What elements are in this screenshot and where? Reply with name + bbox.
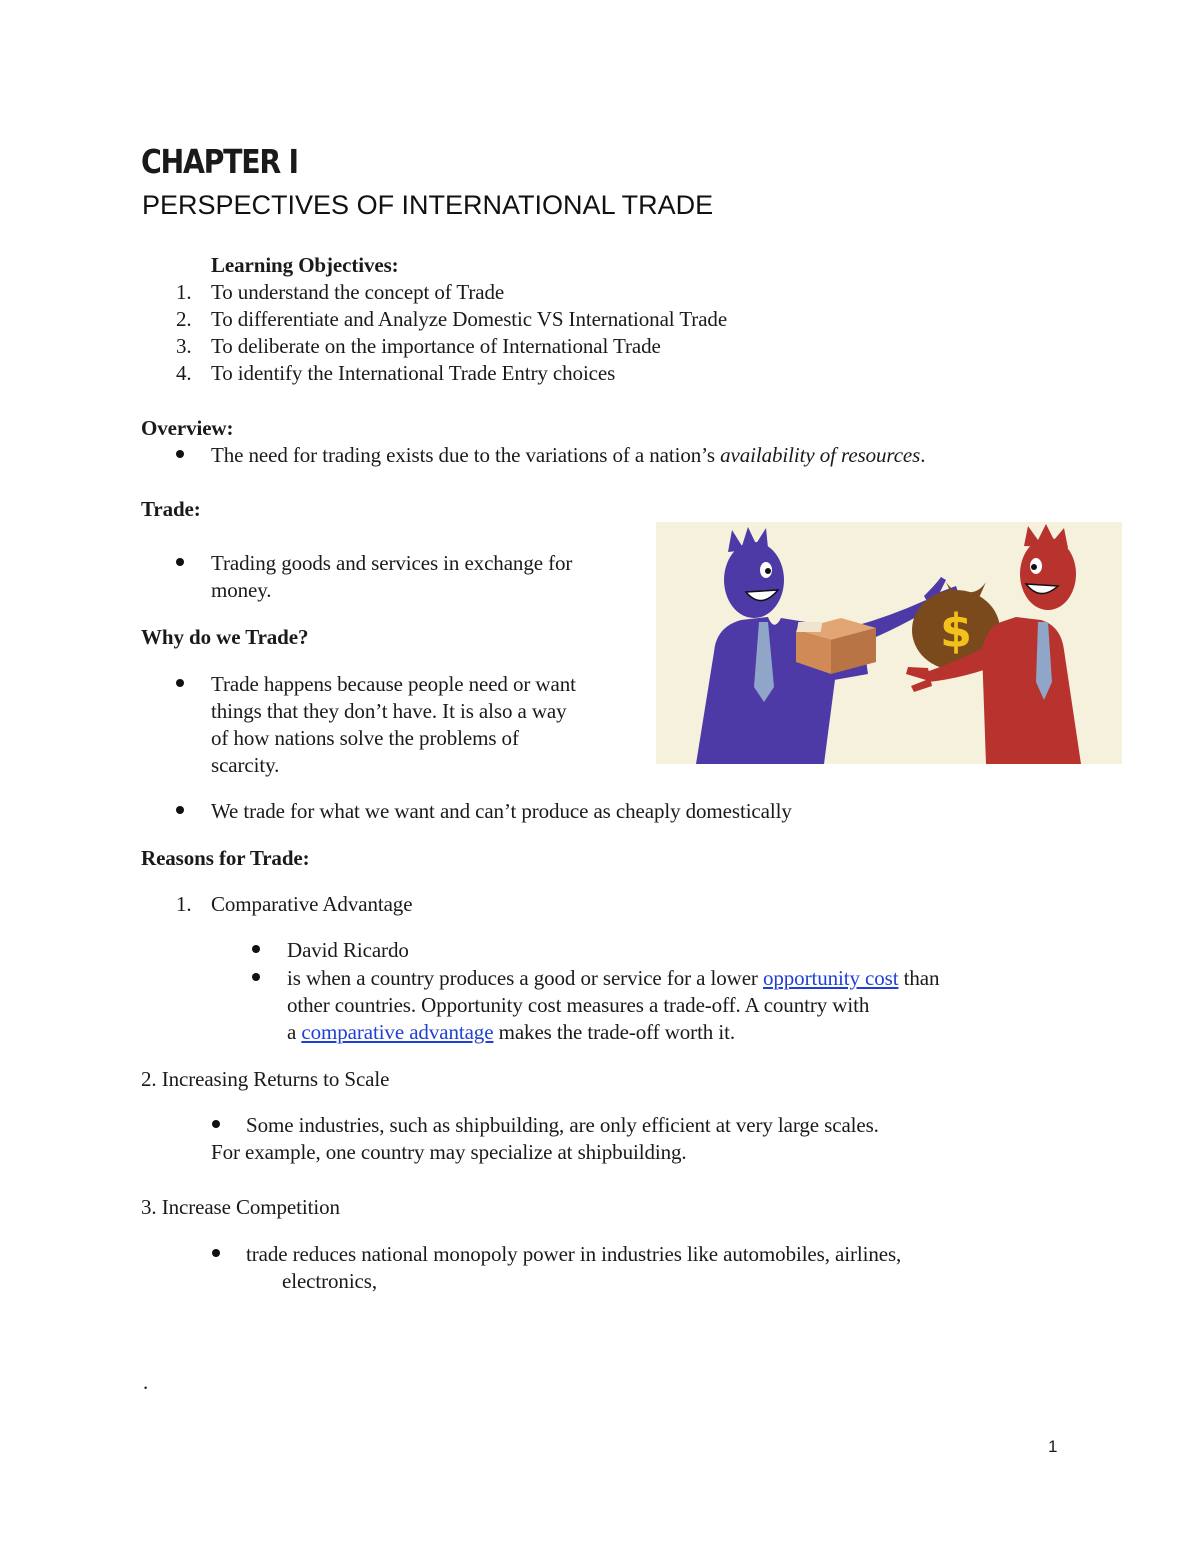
overview-text-start: The need for trading exists due to the variations of a nation’s <box>211 443 721 467</box>
reason-title: 3. Increase Competition <box>141 1195 340 1219</box>
bullet-icon <box>176 679 184 687</box>
trade-exchange-illustration <box>656 522 1122 764</box>
objective-number: 2. <box>176 307 192 331</box>
dollar-sign-icon: $ <box>939 604 973 658</box>
text-segment: makes the trade-off worth it. <box>493 1020 735 1044</box>
reason-title: 2. Increasing Returns to Scale <box>141 1067 390 1091</box>
trade-illustration-svg <box>656 522 1122 764</box>
trade-text-line: money. <box>211 578 272 602</box>
bullet-icon <box>176 558 184 566</box>
bullet-icon <box>252 973 260 981</box>
why-trade-line: of how nations solve the problems of <box>211 726 519 750</box>
trade-text-line: Trading goods and services in exchange for <box>211 551 573 575</box>
objective-text: To deliberate on the importance of International Trade <box>211 334 661 358</box>
reason-sub-bullet-line <box>287 1020 735 1045</box>
chapter-title: PERSPECTIVES OF INTERNATIONAL TRADE <box>142 190 714 220</box>
why-trade-line: We trade for what we want and can’t produce as cheaply domestically <box>211 799 792 823</box>
why-trade-line: things that they don’t have. It is also a way <box>211 699 567 723</box>
objective-number: 4. <box>176 361 192 385</box>
overview-label: Overview: <box>141 416 234 440</box>
reason-title: Comparative Advantage <box>211 892 413 916</box>
overview-emphasis: availability of resources <box>720 443 921 467</box>
overview-text-end: . <box>920 443 926 467</box>
objective-number: 3. <box>176 334 192 358</box>
why-trade-line: scarcity. <box>211 753 280 777</box>
text-segment: is when a country produces a good or service for a lower <box>287 966 763 990</box>
objective-number: 1. <box>176 280 192 304</box>
overview-text <box>211 443 925 468</box>
chapter-heading: CHAPTER I <box>141 142 298 181</box>
bullet-icon <box>212 1249 220 1257</box>
reasons-label: Reasons for Trade: <box>141 846 310 870</box>
reason-sub-bullet <box>287 966 939 991</box>
page-number: 1 <box>1048 1437 1058 1456</box>
text-segment: a <box>287 1020 302 1044</box>
reason-bullet: Some industries, such as shipbuilding, are only efficient at very large scales. <box>246 1113 879 1137</box>
bullet-icon <box>252 945 260 953</box>
bullet-icon <box>176 450 184 458</box>
why-trade-line: Trade happens because people need or want <box>211 672 576 696</box>
trade-label: Trade: <box>141 497 201 521</box>
reason-sub-bullet-line: other countries. Opportunity cost measures a trade-off. A country with <box>287 993 870 1017</box>
opportunity-cost-link[interactable]: opportunity cost <box>762 966 899 990</box>
stray-dot: . <box>143 1370 149 1394</box>
reason-bullet: trade reduces national monopoly power in industries like automobiles, airlines, <box>246 1242 902 1266</box>
reason-number: 1. <box>176 892 192 916</box>
objective-text: To identify the International Trade Entry choices <box>211 361 616 385</box>
bullet-icon <box>176 806 184 814</box>
learning-objectives-label: Learning Objectives: <box>211 253 399 277</box>
bullet-icon <box>212 1120 220 1128</box>
text-segment: than <box>898 966 940 990</box>
objective-text: To differentiate and Analyze Domestic VS International Trade <box>211 307 728 331</box>
reason-continuation: For example, one country may specialize at shipbuilding. <box>211 1140 687 1164</box>
why-trade-label: Why do we Trade? <box>141 625 309 649</box>
reason-continuation: electronics, <box>282 1269 378 1293</box>
comparative-advantage-link[interactable]: comparative advantage <box>301 1020 494 1044</box>
reason-sub-bullet: David Ricardo <box>287 938 409 962</box>
objective-text: To understand the concept of Trade <box>211 280 505 304</box>
